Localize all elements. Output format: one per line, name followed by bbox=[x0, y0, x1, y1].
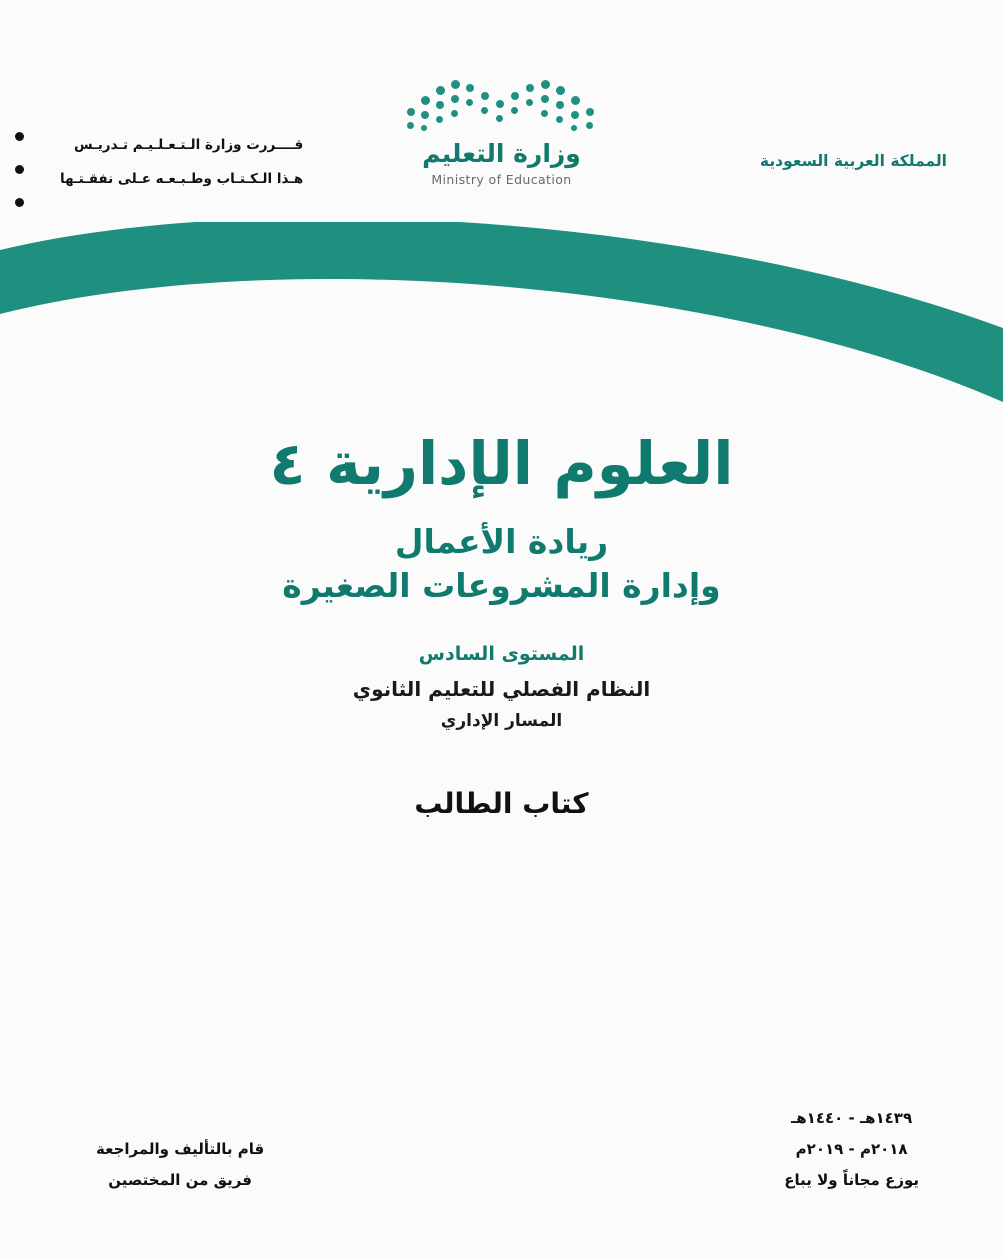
decision-bullets-icon bbox=[10, 132, 24, 231]
footer-years-block bbox=[784, 1103, 919, 1196]
ministry-name-en: Ministry of Education bbox=[431, 171, 572, 187]
gregorian-years: ٢٠١٨م - ٢٠١٩م bbox=[795, 1140, 908, 1158]
subtitle-line-2: وإدارة المشروعات الصغيرة bbox=[282, 566, 721, 606]
book-type-label: كتاب الطالب bbox=[414, 786, 589, 820]
ministry-logo bbox=[372, 78, 632, 187]
level-label: المستوى السادس bbox=[418, 642, 585, 665]
subtitle-line-1: ريادة الأعمال bbox=[394, 521, 609, 561]
ministry-dots-icon bbox=[407, 78, 597, 136]
kingdom-label: المملكة العربية السعودية bbox=[759, 152, 947, 170]
decision-line-1: قــــررت وزارة الـتـعـلـيـم تـدريـس bbox=[74, 137, 304, 153]
green-swoosh-graphic bbox=[0, 222, 1003, 402]
footer-authorship-block bbox=[96, 1134, 264, 1196]
page-title: العلوم الإدارية ٤ bbox=[269, 429, 734, 498]
title-block bbox=[0, 430, 1003, 820]
track-label: المسار الإداري bbox=[440, 710, 563, 731]
decision-line-2: هـذا الـكـتـاب وطـبـعـه عـلى نفقـتـها bbox=[60, 171, 304, 187]
hijri-years: ١٤٣٩هـ - ١٤٤٠هـ bbox=[791, 1109, 913, 1127]
ministry-name-ar: وزارة التعليم bbox=[422, 139, 581, 168]
cover-header bbox=[0, 0, 1003, 230]
authorship-line-2: فريق من المختصين bbox=[108, 1171, 252, 1189]
authorship-line-1: قام بالتأليف والمراجعة bbox=[96, 1140, 265, 1158]
distribution-note: يوزع مجاناً ولا يباع bbox=[784, 1171, 919, 1189]
printing-decision-note bbox=[60, 128, 303, 196]
education-system-label: النظام الفصلي للتعليم الثانوي bbox=[352, 676, 651, 701]
